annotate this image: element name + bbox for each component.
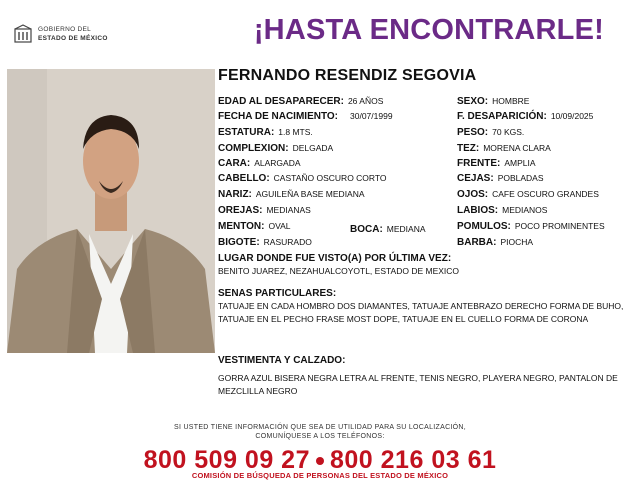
field-height: ESTATURA: 1.8 MTS.: [218, 127, 313, 138]
field-beard: BARBA: PIOCHA: [457, 237, 534, 248]
field-age: EDAD AL DESAPARECER: 26 AÑOS: [218, 96, 384, 107]
missing-person-photo: [7, 69, 215, 353]
state-emblem-icon: [12, 24, 34, 44]
footer-line2: COMUNÍQUESE A LOS TELÉFONOS:: [255, 433, 385, 440]
field-complexion: TEZ: MORENA CLARA: [457, 143, 551, 154]
commission-name: COMISIÓN DE BÚSQUEDA DE PERSONAS DEL ESTADO DE MÉXICO: [191, 471, 449, 480]
field-cheekbones: POMULOS: POCO PROMINENTES: [457, 221, 605, 232]
clothing-value: GORRA AZUL BISERA NEGRA LETRA AL FRENTE, TENIS NEGRO, PLAYERA NEGRO, PANTALON DE MEZCLILLA NEGRO: [218, 373, 618, 396]
last-seen-value: BENITO JUAREZ, NEZAHUALCOYOTL, ESTADO DE MEXICO: [218, 266, 460, 276]
separator-dot-icon: [316, 457, 324, 465]
logo-line2: ESTADO DE MÉXICO: [38, 35, 108, 42]
phone-1[interactable]: 800 509 09 27: [143, 446, 310, 474]
logo-line1: GOBIERNO DEL: [38, 26, 92, 33]
field-lips: LABIOS: MEDIANOS: [457, 205, 548, 216]
field-eyebrows: CEJAS: POBLADAS: [457, 173, 544, 184]
particulars-label: SENAS PARTICULARES:: [218, 288, 337, 299]
field-mustache: BIGOTE: RASURADO: [218, 237, 312, 248]
field-eyes: OJOS: CAFE OSCURO GRANDES: [457, 189, 599, 200]
phone-2[interactable]: 800 216 03 61: [330, 446, 497, 474]
clothing-label: VESTIMENTA Y CALZADO:: [218, 355, 346, 366]
person-name: FERNANDO RESENDIZ SEGOVIA: [218, 67, 477, 84]
field-weight: PESO: 70 KGS.: [457, 127, 525, 138]
field-face: CARA: ALARGADA: [218, 158, 301, 169]
field-mouth: BOCA: MEDIANA: [350, 224, 426, 235]
field-birthdate: FECHA DE NACIMIENTO: 30/07/1999: [218, 111, 393, 122]
particulars-value: TATUAJE EN CADA HOMBRO DOS DIAMANTES, TATUAJE ANTEBRAZO DERECHO FORMA DE BUHO, TATUAJE EN EL PECHO FRASE MOST DOPE, TATUAJE EN EL CUELLO FORMA DE CORONA: [218, 301, 624, 324]
field-disappearance-date: F. DESAPARICIÓN: 10/09/2025: [457, 111, 594, 122]
last-seen-label: LUGAR DONDE FUE VISTO(A) POR ÚLTIMA VEZ:: [218, 253, 452, 264]
field-sex: SEXO: HOMBRE: [457, 96, 530, 107]
field-nose: NARIZ: AGUILEÑA BASE MEDIANA: [218, 189, 365, 200]
field-ears: OREJAS: MEDIANAS: [218, 205, 311, 216]
field-build: COMPLEXION: DELGADA: [218, 143, 334, 154]
government-logo: [12, 24, 122, 46]
field-forehead: FRENTE: AMPLIA: [457, 158, 536, 169]
field-chin: MENTON: OVAL: [218, 221, 291, 232]
field-hair: CABELLO: CASTAÑO OSCURO CORTO: [218, 173, 387, 184]
headline: ¡HASTA ENCONTRARLE!: [253, 14, 604, 46]
footer-line1: SI USTED TIENE INFORMACIÓN QUE SEA DE UTILIDAD PARA SU LOCALIZACIÓN,: [173, 424, 467, 431]
